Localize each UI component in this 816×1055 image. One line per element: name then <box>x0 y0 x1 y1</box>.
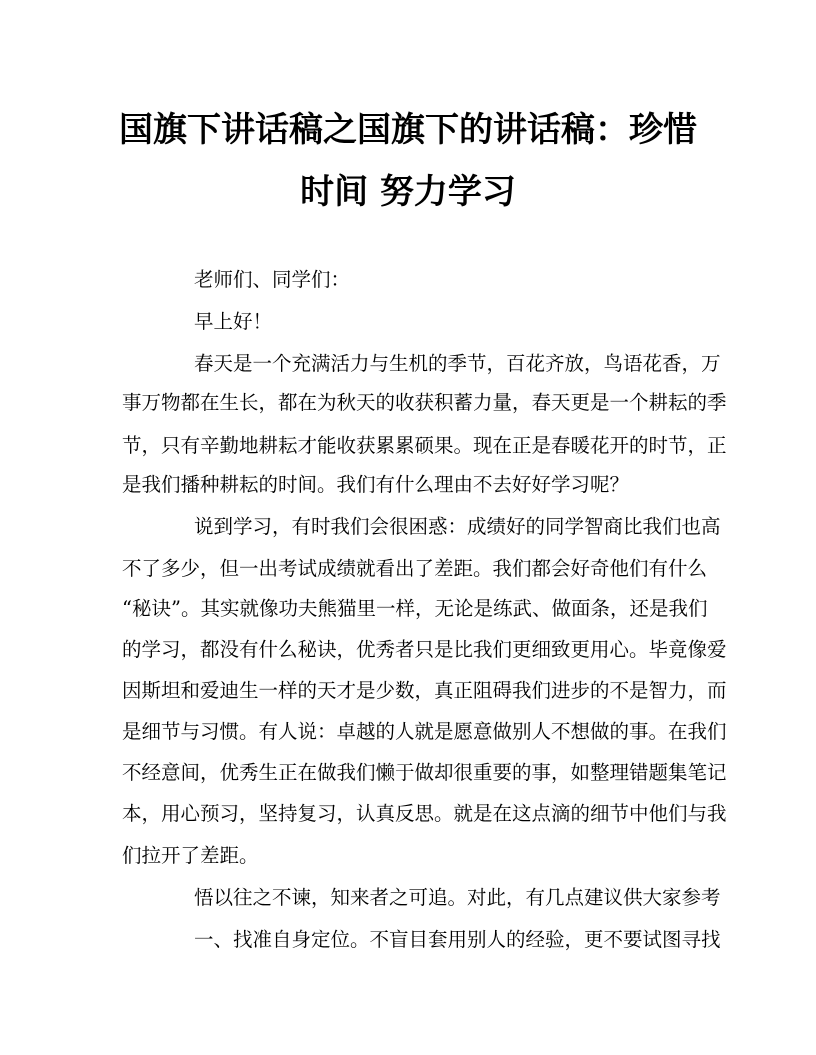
salutation: 老师们、同学们： <box>194 268 351 291</box>
document-title-line-1: 国旗下讲话稿之国旗下的讲话稿：珍惜 <box>119 110 697 150</box>
paragraph-line: 悟以往之不谏，知来者之可追。对此，有几点建议供大家参考 <box>194 886 721 909</box>
paragraph-line: 事万物都在生长，都在为秋天的收获积蓄力量，春天更是一个耕耘的季 <box>122 391 727 414</box>
paragraph-line: 不了多少，但一出考试成绩就看出了差距。我们都会好奇他们有什么 <box>122 557 708 580</box>
paragraph-line: “秘诀”。其实就像功夫熊猫里一样，无论是练武、做面条，还是我们 <box>122 597 708 620</box>
paragraph-line: 说到学习，有时我们会很困惑：成绩好的同学智商比我们也高 <box>194 515 721 538</box>
paragraph-line: 的学习，都没有什么秘诀，优秀者只是比我们更细致更用心。毕竟像爱 <box>122 638 727 661</box>
paragraph-line: 们拉开了差距。 <box>122 844 259 867</box>
paragraph-line: 是细节与习惯。有人说：卓越的人就是愿意做别人不想做的事。在我们 <box>122 720 727 743</box>
paragraph-line: 是我们播种耕耘的时间。我们有什么理由不去好好学习呢？ <box>122 473 630 496</box>
paragraph-line: 因斯坦和爱迪生一样的天才是少数，真正阻碍我们进步的不是智力，而 <box>122 679 727 702</box>
paragraph-line: 节，只有辛勤地耕耘才能收获累累硕果。现在正是春暖花开的时节，正 <box>122 434 727 457</box>
paragraph-line: 本，用心预习，坚持复习，认真反思。就是在这点滴的细节中他们与我 <box>122 802 727 825</box>
paragraph-line: 不经意间，优秀生正在做我们懒于做却很重要的事，如整理错题集笔记 <box>122 761 727 784</box>
document-title-line-2: 时间 努力学习 <box>300 172 516 212</box>
paragraph-line: 一、找准自身定位。不盲目套用别人的经验，更不要试图寻找 <box>194 928 721 951</box>
greeting: 早上好！ <box>194 310 273 333</box>
paragraph-line: 春天是一个充满活力与生机的季节，百花齐放，鸟语花香，万 <box>194 352 721 375</box>
